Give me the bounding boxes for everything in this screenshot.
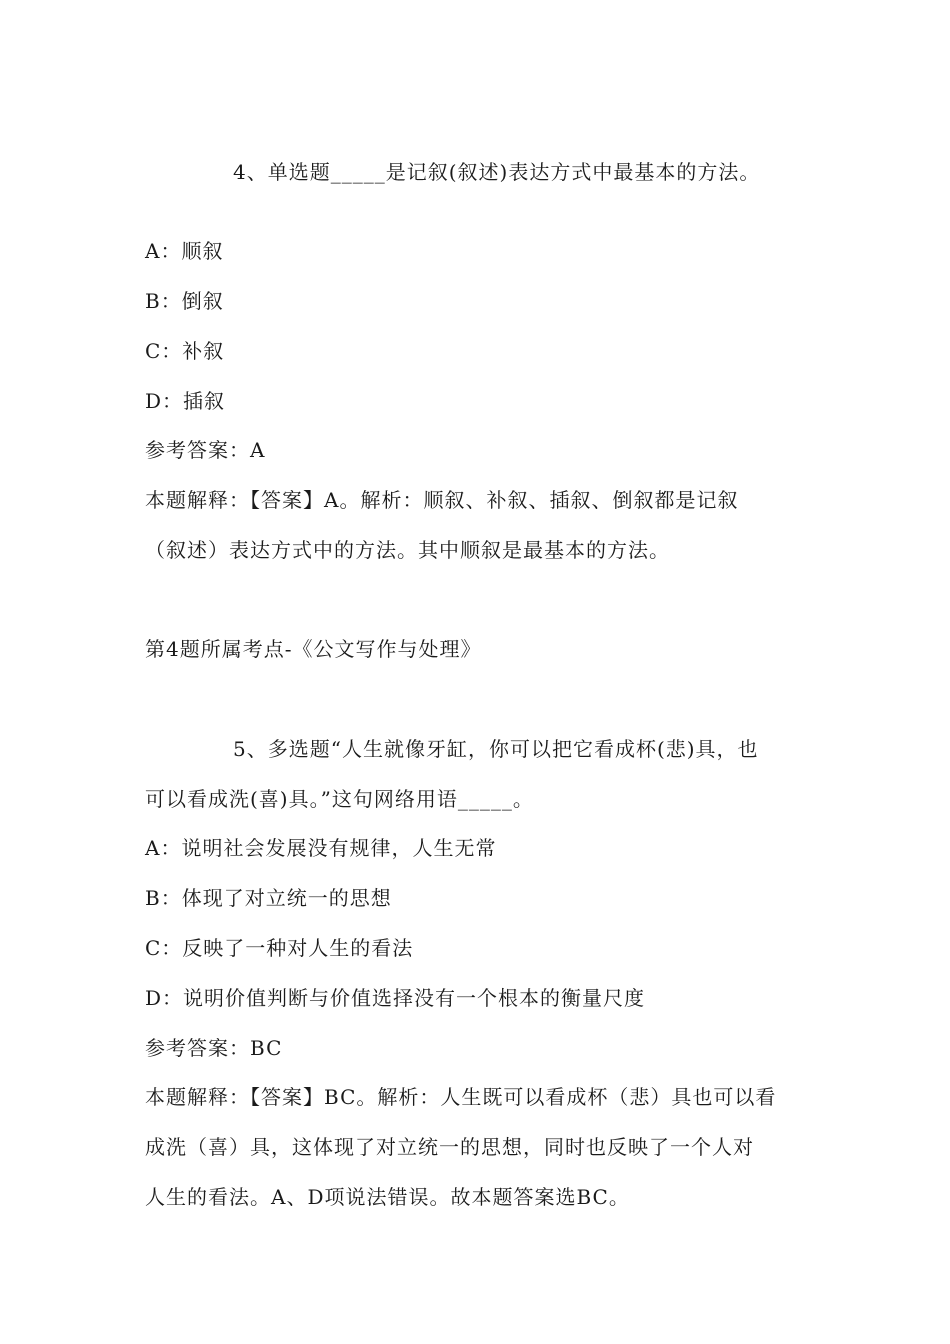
question-5-explanation-line-2: 成洗（喜）具，这体现了对立统一的思想，同时也反映了一个人对 [145, 1135, 754, 1159]
question-4-option-d: D：插叙 [145, 389, 226, 413]
question-4-answer: 参考答案：A [145, 438, 266, 462]
question-4-stem: 4、单选题_____是记叙(叙述)表达方式中最基本的方法。 [233, 160, 761, 184]
question-5-option-a: A：说明社会发展没有规律，人生无常 [145, 836, 497, 860]
question-5-stem-line-2: 可以看成洗(喜)具。”这句网络用语_____。 [145, 787, 534, 811]
question-4-explanation-line-2: （叙述）表达方式中的方法。其中顺叙是最基本的方法。 [145, 538, 670, 562]
question-4-explanation-line-1: 本题解释：【答案】A。解析：顺叙、补叙、插叙、倒叙都是记叙 [145, 488, 739, 512]
question-4-option-c: C：补叙 [145, 339, 225, 363]
question-5-stem-line-1: 5、多选题“人生就像牙缸，你可以把它看成杯(悲)具，也 [233, 737, 759, 761]
question-4-topic: 第4题所属考点-《公文写作与处理》 [145, 637, 482, 661]
question-5-explanation-line-1: 本题解释：【答案】BC。解析：人生既可以看成杯（悲）具也可以看 [145, 1085, 777, 1109]
question-4-option-a: A：顺叙 [145, 239, 224, 263]
question-5-answer: 参考答案：BC [145, 1036, 283, 1060]
question-5-option-d: D：说明价值判断与价值选择没有一个根本的衡量尺度 [145, 986, 646, 1010]
question-5-option-b: B：体现了对立统一的思想 [145, 886, 392, 910]
question-5-option-c: C：反映了一种对人生的看法 [145, 936, 414, 960]
question-5-explanation-line-3: 人生的看法。A、D项说法错误。故本题答案选BC。 [145, 1185, 630, 1209]
question-4-option-b: B：倒叙 [145, 289, 224, 313]
